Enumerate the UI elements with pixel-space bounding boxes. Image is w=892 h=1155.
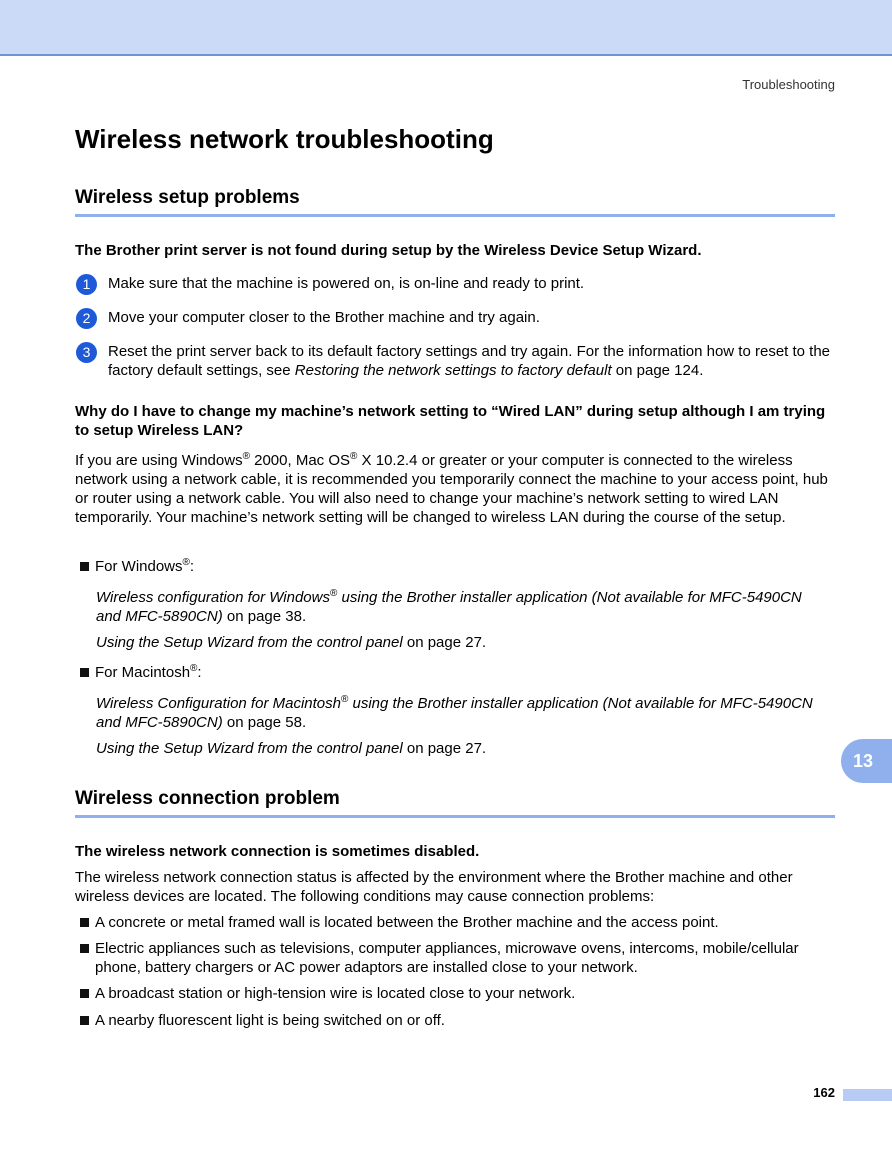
macintosh-reference-2 — [96, 739, 816, 758]
registered-mark: ® — [190, 663, 198, 674]
cross-reference-link[interactable]: using the Brother installer application (Not available for MFC-5490CN and MFC-5890CN) — [96, 589, 802, 625]
bullet-text: A concrete or metal framed wall is located between the Brother machine and the access point. — [95, 914, 719, 931]
cross-reference-link[interactable]: Wireless Configuration for Macintosh — [96, 695, 341, 712]
registered-mark: ® — [330, 588, 338, 599]
list-item — [80, 1011, 840, 1030]
step-number-2: 2 — [76, 308, 97, 329]
cross-reference-link[interactable]: Wireless configuration for Windows — [96, 589, 330, 606]
cross-reference-link[interactable]: Using the Setup Wizard from the control panel — [96, 634, 403, 651]
page-reference: on page 58. — [222, 714, 307, 731]
windows-reference-1 — [96, 588, 816, 626]
bullet-label: For Macintosh — [95, 664, 191, 681]
colon: : — [197, 664, 202, 681]
page-title: Wireless network troubleshooting — [75, 124, 494, 154]
cross-reference-link[interactable]: Using the Setup Wizard from the control panel — [96, 740, 403, 757]
square-bullet-icon — [80, 944, 89, 953]
registered-mark: ® — [182, 557, 190, 568]
list-item — [80, 913, 840, 932]
bullet-text: Electric appliances such as televisions, computer appliances, microwave ovens, intercoms, mobile/cellular phone, battery chargers or AC power adaptors are installed close to your network. — [95, 940, 799, 976]
section-heading-setup: Wireless setup problems — [75, 187, 835, 217]
step-3 — [76, 342, 841, 380]
square-bullet-icon — [80, 989, 89, 998]
step-text: Make sure that the machine is powered on, is on-line and ready to print. — [108, 275, 585, 292]
page-number: 162 — [813, 1085, 835, 1100]
question-connection-disabled: The wireless network connection is sometimes disabled. — [75, 843, 480, 860]
colon: : — [189, 558, 195, 575]
page-reference: on page 27. — [402, 740, 487, 757]
question-wired-lan: Why do I have to change my machine’s network setting to “Wired LAN” during setup although I am trying to setup Wireless LAN? — [75, 403, 826, 439]
header-band — [0, 0, 892, 56]
square-bullet-icon — [80, 668, 89, 677]
step-number-3: 3 — [76, 342, 97, 363]
page-reference: on page 124. — [611, 362, 704, 379]
running-header: Troubleshooting — [742, 77, 835, 92]
step-text: Move your computer closer to the Brother machine and try again. — [108, 309, 540, 326]
page-number-bar — [843, 1089, 892, 1101]
bullet-text: A nearby fluorescent light is being switched on or off. — [95, 1012, 445, 1029]
registered-mark: ® — [242, 451, 250, 462]
question-server-not-found: The Brother print server is not found during setup by the Wireless Device Setup Wizard. — [75, 242, 702, 259]
list-item — [80, 984, 840, 1003]
step-text — [108, 342, 841, 380]
page-reference: on page 27. — [402, 634, 487, 651]
square-bullet-icon — [80, 562, 89, 571]
paragraph-text: If you are using Windows — [75, 452, 243, 469]
cross-reference-link[interactable]: using the Brother installer application (Not available for MFC-5490CN and MFC-5890CN) — [96, 695, 813, 731]
section-heading-connection: Wireless connection problem — [75, 788, 835, 818]
step-text-part: Reset the print server back to its default factory settings and try again. For the information how to reset to the factory default settings, see — [108, 343, 831, 379]
chapter-tab: 13 — [841, 739, 892, 783]
registered-mark: ® — [350, 451, 358, 462]
bullet-windows — [80, 557, 840, 576]
explanation-paragraph — [75, 451, 840, 527]
bullet-label: For Windows — [95, 558, 183, 575]
list-item — [80, 939, 840, 977]
paragraph-text: X 10.2.4 or greater or your computer is connected to the wireless network using a network cable, it is recommended you temporarily connect the machine to your access point, hub or router using a network cable. You will also need to change your machine’s network setting to wired LAN temporarily. Your machine’s network setting will be changed to wireless LAN during the course of the setup. — [75, 452, 828, 526]
square-bullet-icon — [80, 1016, 89, 1025]
macintosh-reference-1 — [96, 694, 816, 732]
step-1 — [76, 274, 841, 293]
connection-intro-paragraph: The wireless network connection status is affected by the environment where the Brother machine and other wireless devices are located. The following conditions may cause connection problems: — [75, 869, 793, 905]
bullet-macintosh — [80, 663, 840, 682]
bullet-text: A broadcast station or high-tension wire is located close to your network. — [95, 985, 576, 1002]
paragraph-text: 2000, Mac OS — [249, 452, 351, 469]
step-number-1: 1 — [76, 274, 97, 295]
registered-mark: ® — [340, 694, 349, 705]
step-2 — [76, 308, 841, 327]
square-bullet-icon — [80, 918, 89, 927]
cross-reference-link[interactable]: Restoring the network settings to factory default — [294, 362, 612, 379]
windows-reference-2 — [96, 633, 816, 652]
page-reference: on page 38. — [222, 608, 307, 625]
